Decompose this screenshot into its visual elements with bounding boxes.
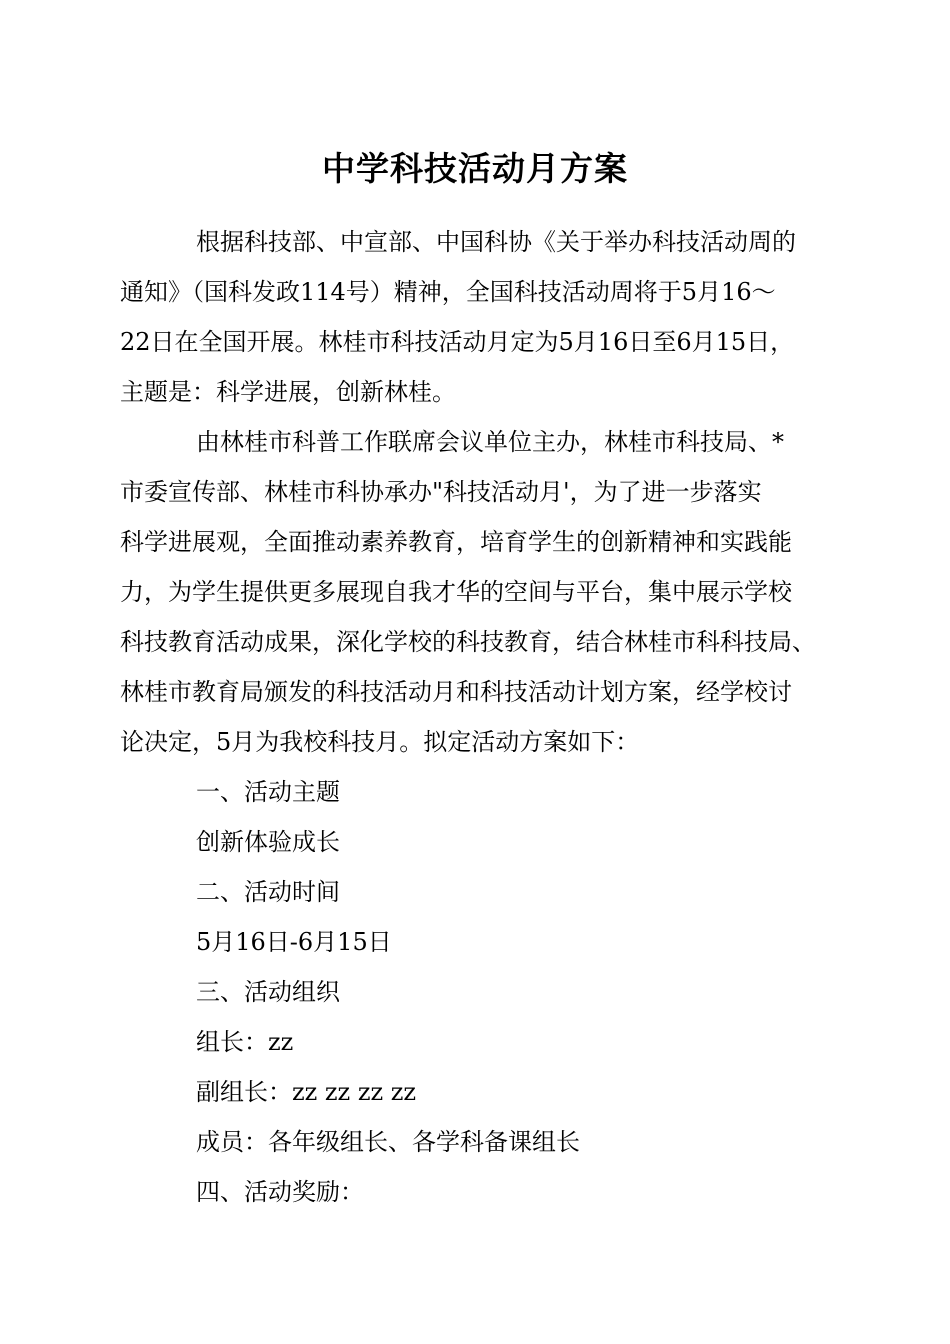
paragraph-2-line-6: 林桂市教育局颁发的科技活动月和科技活动计划方案，经学校讨 bbox=[120, 678, 792, 706]
paragraph-2-line-7: 论决定，5月为我校科技月。拟定活动方案如下： bbox=[120, 728, 640, 756]
paragraph-1-line-2: 通知》（国科发政114号）精神，全国科技活动周将于5月16～ bbox=[120, 278, 776, 306]
document-title: 中学科技活动月方案 bbox=[322, 149, 628, 188]
section-heading-organization: 三、活动组织 bbox=[196, 978, 340, 1006]
paragraph-2-line-3: 科学进展观，全面推动素养教育，培育学生的创新精神和实践能 bbox=[120, 528, 792, 556]
section-text-leader: 组长：zz bbox=[196, 1028, 294, 1056]
paragraph-2-line-2: 市委宣传部、林桂市科协承办"科技活动月'，为了进一步落实 bbox=[120, 478, 762, 506]
section-text-time: 5月16日-6月15日 bbox=[196, 928, 392, 956]
section-text-deputy-leaders: 副组长：zz zz zz zz bbox=[196, 1078, 417, 1106]
section-heading-time: 二、活动时间 bbox=[196, 878, 340, 906]
paragraph-1-line-3: 22日在全国开展。林桂市科技活动月定为5月16日至6月15日， bbox=[120, 328, 795, 356]
section-heading-rewards: 四、活动奖励： bbox=[196, 1178, 364, 1206]
paragraph-2-line-5: 科技教育活动成果，深化学校的科技教育，结合林桂市科科技局、 bbox=[120, 628, 816, 656]
section-text-theme: 创新体验成长 bbox=[196, 828, 340, 856]
section-heading-theme: 一、活动主题 bbox=[196, 778, 340, 806]
paragraph-2-line-1: 由林桂市科普工作联席会议单位主办，林桂市科技局、* bbox=[196, 428, 784, 456]
section-text-members: 成员：各年级组长、各学科备课组长 bbox=[196, 1128, 580, 1156]
paragraph-2-line-4: 力，为学生提供更多展现自我才华的空间与平台，集中展示学校 bbox=[120, 578, 792, 606]
paragraph-1-line-1: 根据科技部、中宣部、中国科协《关于举办科技活动周的 bbox=[196, 228, 796, 256]
paragraph-1-line-4: 主题是：科学进展，创新林桂。 bbox=[120, 378, 456, 406]
